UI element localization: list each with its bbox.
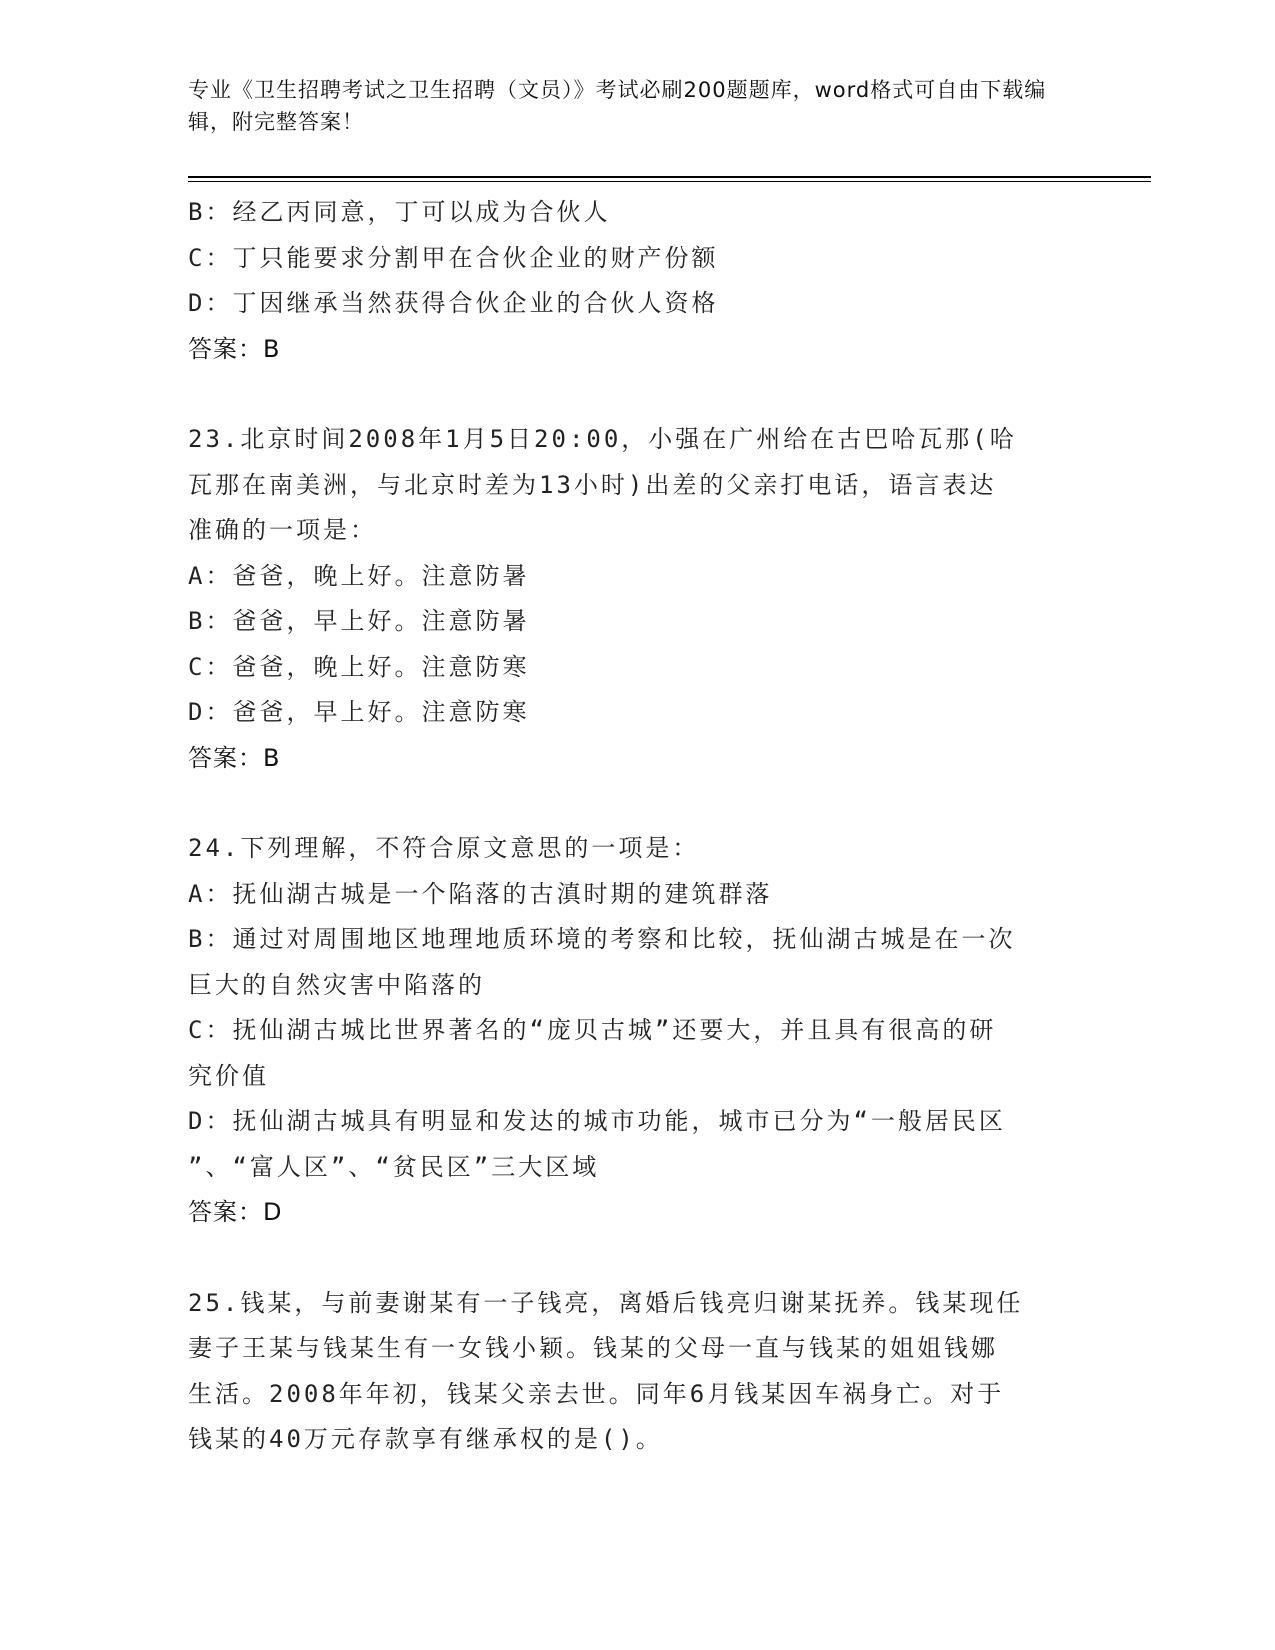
option-line: B：通过对周围地区地理地质环境的考察和比较，抚仙湖古城是在一次	[188, 925, 1016, 953]
option-line: 巨大的自然灾害中陷落的	[188, 970, 485, 999]
question-text: 24.下列理解，不符合原文意思的一项是：	[188, 834, 700, 862]
option-line: B：爸爸，早上好。注意防暑	[188, 607, 530, 635]
question-text: 瓦那在南美洲，与北京时差为13小时)出差的父亲打电话，语言表达	[188, 470, 997, 499]
option-line: A：抚仙湖古城是一个陷落的古滇时期的建筑群落	[188, 879, 773, 908]
question-text: 妻子王某与钱某生有一女钱小颖。钱某的父母一直与钱某的姐姐钱娜	[188, 1334, 998, 1362]
answer-line: 答案：B	[188, 334, 281, 363]
option-line: D：抚仙湖古城具有明显和发达的城市功能，城市已分为“一般居民区	[188, 1107, 1006, 1135]
question-text: 准确的一项是：	[188, 516, 377, 544]
option-line: D：丁因继承当然获得合伙企业的合伙人资格	[188, 289, 719, 317]
option-line: C：爸爸，晚上好。注意防寒	[188, 652, 530, 681]
question-content	[188, 190, 1078, 1463]
option-line: A：爸爸，晚上好。注意防暑	[188, 561, 530, 590]
header-divider-thin	[188, 181, 1151, 182]
header-title: 专业《卫生招聘考试之卫生招聘（文员）》考试必刷200题题库，word格式可自由下载编辑，附完整答案！	[188, 78, 1047, 134]
option-line: B：经乙丙同意，丁可以成为合伙人	[188, 198, 611, 226]
option-line: 究价值	[188, 1061, 269, 1090]
question-text: 23.北京时间2008年1月5日20:00，小强在广州给在古巴哈瓦那(哈	[188, 425, 1017, 453]
answer-line: 答案：D	[188, 1198, 283, 1226]
question-text: 生活。2008年年初，钱某父亲去世。同年6月钱某因车祸身亡。对于	[188, 1379, 1005, 1408]
question-text: 25.钱某，与前妻谢某有一子钱亮，离婚后钱亮归谢某抚养。钱某现任	[188, 1288, 1024, 1317]
option-line: C：抚仙湖古城比世界著名的“庞贝古城”还要大，并且具有很高的研	[188, 1016, 997, 1044]
header-divider	[188, 176, 1151, 178]
document-header	[188, 74, 1068, 138]
answer-line: 答案：B	[188, 743, 281, 772]
option-line: D：爸爸，早上好。注意防寒	[188, 698, 530, 726]
option-line: C：丁只能要求分割甲在合伙企业的财产份额	[188, 243, 719, 272]
option-line: ”、“富人区”、“贫民区”三大区域	[188, 1152, 600, 1181]
question-text: 钱某的40万元存款享有继承权的是()。	[188, 1425, 663, 1453]
